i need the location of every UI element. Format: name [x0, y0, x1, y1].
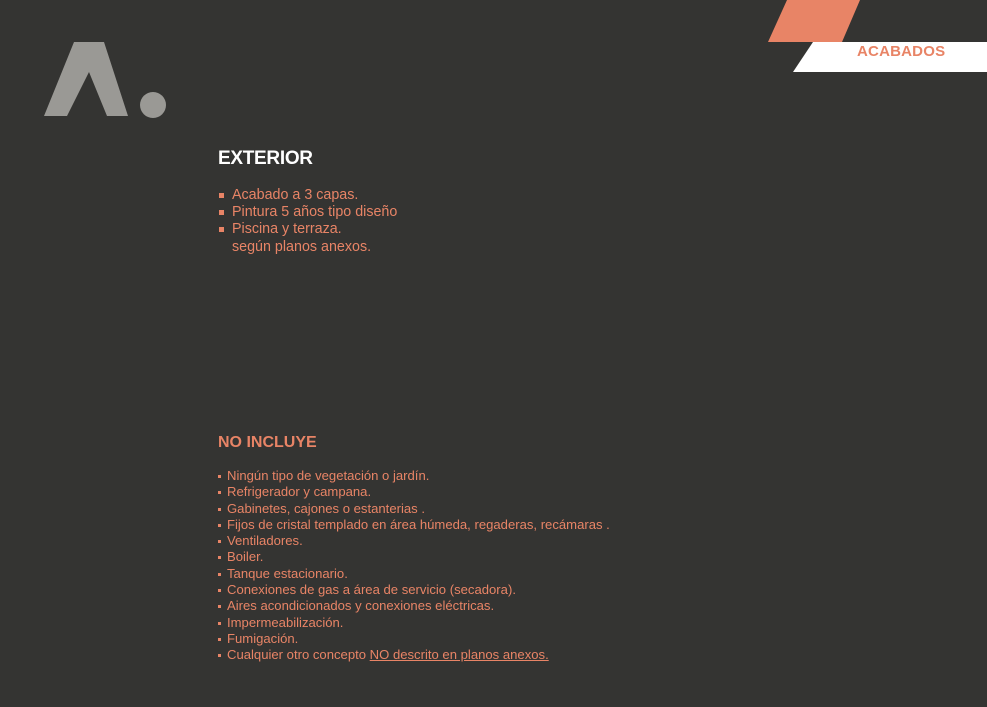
list-item: Conexiones de gas a área de servicio (secadora). [217, 582, 610, 598]
list-item: Fumigación. [217, 631, 610, 647]
logo-dot [140, 92, 166, 118]
list-item: Boiler. [217, 549, 610, 565]
section-tag: ACABADOS [857, 43, 946, 60]
list-item: Tanque estacionario. [217, 566, 610, 582]
list-item: Aires acondicionados y conexiones eléctricas. [217, 598, 610, 614]
list-item-text: Cualquier otro concepto [227, 647, 370, 663]
exterior-list [218, 187, 397, 256]
logo-a-shape [44, 42, 128, 116]
no-incluye-title: NO INCLUYE [218, 434, 317, 451]
list-item-last [217, 647, 610, 663]
corner-accent-shape [768, 0, 860, 42]
list-item: Gabinetes, cajones o estanterias . [217, 501, 610, 517]
list-item: Acabado a 3 capas. [218, 187, 397, 204]
list-item: Ventiladores. [217, 533, 610, 549]
list-item-continuation: según planos anexos. [232, 239, 372, 255]
list-item: Impermeabilización. [217, 615, 610, 631]
exterior-title: EXTERIOR [218, 148, 313, 169]
list-item: Piscina y terraza. [218, 221, 397, 238]
list-item-underlined-text: NO descrito en planos anexos. [369, 647, 549, 663]
a-dot-logo [44, 42, 169, 120]
list-item: Refrigerador y campana. [217, 484, 610, 500]
corner-tab-graphic [765, 0, 987, 72]
no-incluye-list [217, 468, 610, 664]
list-item: Pintura 5 años tipo diseño [218, 204, 397, 221]
list-item: Fijos de cristal templado en área húmeda, regaderas, recámaras . [217, 517, 610, 533]
list-item: Ningún tipo de vegetación o jardín. [217, 468, 610, 484]
